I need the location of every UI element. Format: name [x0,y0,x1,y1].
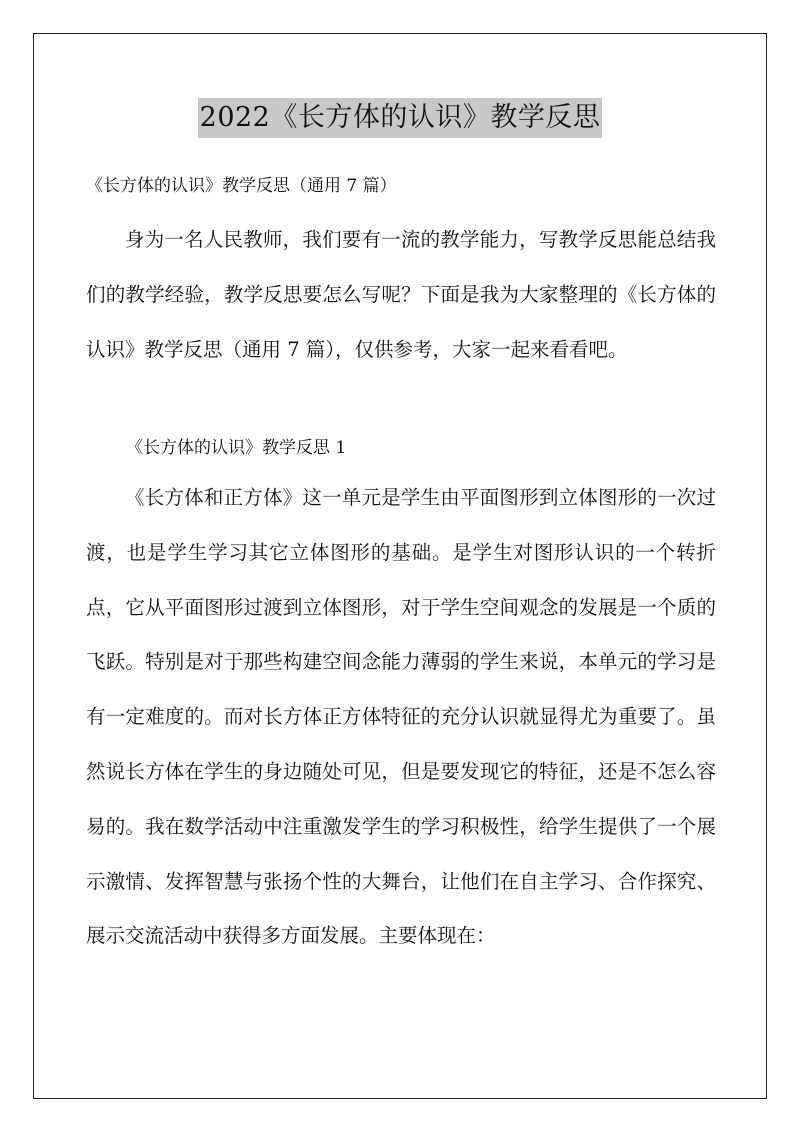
document-subtitle: 《长方体的认识》教学反思（通用 7 篇） [86,176,397,196]
section-heading: 《长方体的认识》教学反思 1 [126,438,347,458]
body-paragraph: 《长方体和正方体》这一单元是学生由平面图形到立体图形的一次过渡，也是学生学习其它立体图形的基础。是学生对图形认识的一个转折点，它从平面图形过渡到立体图形，对于学生空间观念的发展是一个质的飞跃。特别是对于那些构建空间念能力薄弱的学生来说，本单元的学习是有一定难度的。而对长方体正方体特征的充分认识就显得尤为重要了。虽然说长方体在学生的身边随处可见，但是要发现它的特征，还是不怎么容易的。我在数学活动中注重激发学生的学习积极性，给学生提供了一个展示激情、发挥智慧与张扬个性的大舞台，让他们在自主学习、合作探究、展示交流活动中获得多方面发展。主要体现在： [86,486,716,948]
title-container [0,98,800,138]
intro-paragraph: 身为一名人民教师，我们要有一流的教学能力，写教学反思能总结我们的教学经验，教学反思要怎么写呢？下面是我为大家整理的《长方体的认识》教学反思（通用 7 篇），仅供参考，大家一起来看看吧。 [86,228,716,361]
document-title: 2022《长方体的认识》教学反思 [198,98,603,138]
